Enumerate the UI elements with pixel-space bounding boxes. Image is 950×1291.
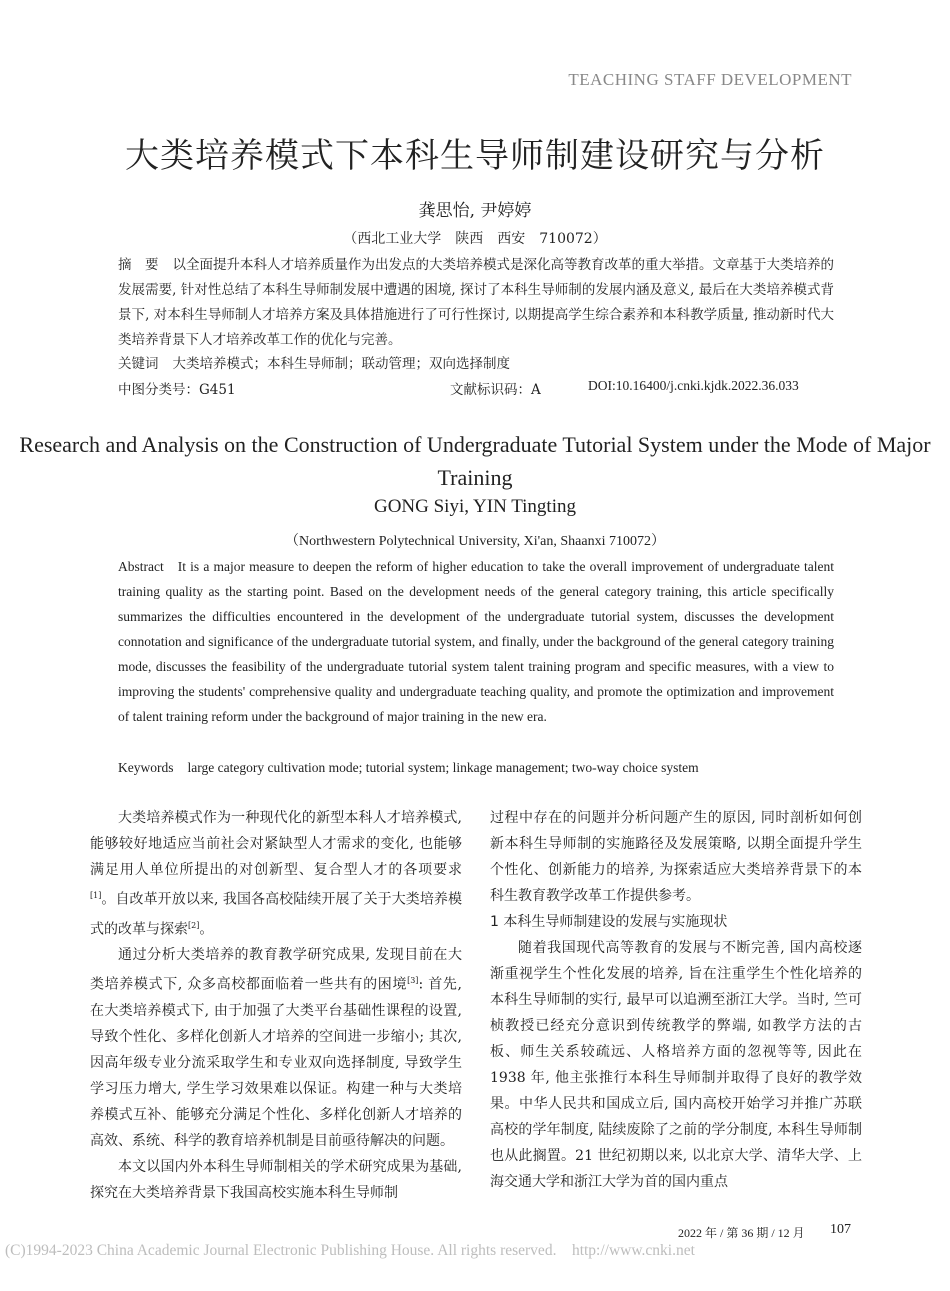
body-paragraph: 本文以国内外本科生导师制相关的学术研究成果为基础, 探究在大类培养背景下我国高校实施本科生导师制 [90, 1158, 462, 1201]
keywords-text-en: large category cultivation mode; tutorial system; linkage management; two-way choice system [187, 760, 699, 775]
keywords-en [118, 755, 834, 780]
page-number: 107 [830, 1222, 851, 1237]
doi: DOI:10.16400/j.cnki.kjdk.2022.36.033 [588, 378, 799, 393]
body-paragraph [90, 805, 462, 942]
affiliation-en: （Northwestern Polytechnical University, Xi'an, Shaanxi 710072） [285, 534, 665, 549]
citation-ref[interactable]: [2] [188, 920, 200, 930]
keywords-text-cn: 大类培养模式；本科生导师制；联动管理；双向选择制度 [172, 356, 510, 372]
keywords-cn [118, 352, 834, 377]
citation-ref[interactable]: [1] [90, 891, 102, 900]
abstract-cn [118, 253, 834, 353]
article-title-cn: 大类培养模式下本科生导师制建设研究与分析 [125, 136, 825, 176]
abstract-text-en: It is a major measure to deepen the reform of higher education to take the overall improvement of undergraduate talent training quality as the starting point. Based on the development needs of the general category training, this article specifically summarizes the difficulties encountered in the development of the undergraduate tutorial system, discusses the development connotation and significance of the undergraduate tutorial system, and finally, under the background of the general category training mode, discusses the feasibility of the undergraduate tutorial system talent training program and specific measures, with a view to improving the students' comprehensive quality and undergraduate teaching quality, and promote the optimization and improvement of talent training reform under the background of major training in the new era. [118, 559, 834, 724]
abstract-en [118, 554, 834, 729]
body-paragraph-continued: 过程中存在的问题并分析问题产生的原因, 同时剖析如何创新本科生导师制的实施路径及发展策略, 以期全面提升学生个性化、创新能力的培养, 为探索适应大类培养背景下的本科生教育教学改革工作提供参考。 [490, 810, 862, 904]
clc-number: 中图分类号：G451 [118, 382, 236, 398]
keywords-label-en: Keywords [118, 760, 174, 775]
copyright-watermark: (C)1994-2023 China Academic Journal Electronic Publishing House. All rights reserved. http://www.cnki.net [5, 1242, 695, 1259]
section-heading: 1 本科生导师制建设的发展与实施现状 [490, 914, 728, 930]
citation-ref[interactable]: [3] [407, 976, 419, 986]
authors-cn: 龚思怡, 尹婷婷 [418, 201, 532, 221]
authors-en: GONG Siyi, YIN Tingting [373, 496, 576, 517]
issue-info: 2022 年 / 第 36 期 / 12 月 [678, 1226, 805, 1240]
article-title-en: Research and Analysis on the Construction of Undergraduate Tutorial System under the Mode of Major Training [19, 432, 931, 490]
abstract-label-cn: 摘 要 [118, 257, 159, 273]
paragraph-text: 大类培养模式作为一种现代化的新型本科人才培养模式, 能够较好地适应当前社会对紧缺型人才需求的变化, 也能够满足用人单位所提出的对创新型、复合型人才的各项要求 [90, 810, 462, 878]
journal-section-header: TEACHING STAFF DEVELOPMENT [568, 70, 852, 89]
body-column-left [90, 805, 462, 1206]
document-code: 文献标识码：A [450, 382, 541, 398]
body-column-right [490, 805, 862, 1195]
paragraph-text: 。自改革开放以来, 我国各高校陆续开展了关于大类培养模式的改革与探索 [90, 891, 462, 938]
abstract-label-en: Abstract [118, 559, 164, 574]
paragraph-text: : 首先, 在大类培养模式下, 由于加强了大类平台基础性课程的设置, 导致个性化、多样化创新人才培养的空间进一步缩小; 其次, 因高年级专业分流采取学生和专业双向选择制度, 导致学生学习压力增大, 学生学习效果难以保证。构建一种与大类培养模式互补、能够充分满足个性化、多样化创新人才培养的高效、系统、科学的教育培养机制是目前亟待解决的问题。 [90, 976, 462, 1149]
body-paragraph: 随着我国现代高等教育的发展与不断完善, 国内高校逐渐重视学生个性化发展的培养, 旨在注重学生个性化培养的本科生导师制的实行, 最早可以追溯至浙江大学。当时, 竺可桢教授已经充分意识到传统教学的弊端, 如教学方法的古板、师生关系较疏远、人格培养方面的忽视等等, 因此在 1938 年, 他主张推行本科生导师制并取得了良好的教学效果。中华人民共和国成立后, 国内高校开始学习并推广苏联高校的学年制度, 陆续废除了之前的学分制度, 本科生导师制也从此搁置。21 世纪初期以来, 以北京大学、清华大学、上海交通大学和浙江大学为首的国内重点 [490, 940, 862, 1190]
paragraph-text: 。 [199, 921, 214, 938]
paragraph-text: 通过分析大类培养的教育教学研究成果, 发现目前在大类培养模式下, 众多高校都面临着一些共有的困境 [90, 947, 462, 993]
abstract-text-cn: 以全面提升本科人才培养质量作为出发点的大类培养模式是深化高等教育改革的重大举措。文章基于大类培养的发展需要, 针对性总结了本科生导师制发展中遭遇的困境, 探讨了本科生导师制的发展内涵及意义, 最后在大类培养模式背景下, 对本科生导师制人才培养方案及具体措施进行了可行性探讨, 以期提高学生综合素养和本科教学质量, 推动新时代大类培养背景下人才培养改革工作的优化与完善。 [118, 257, 834, 348]
affiliation-cn: （西北工业大学 陕西 西安 710072） [343, 231, 607, 247]
body-paragraph [90, 942, 462, 1154]
keywords-label-cn: 关键词 [118, 356, 159, 372]
